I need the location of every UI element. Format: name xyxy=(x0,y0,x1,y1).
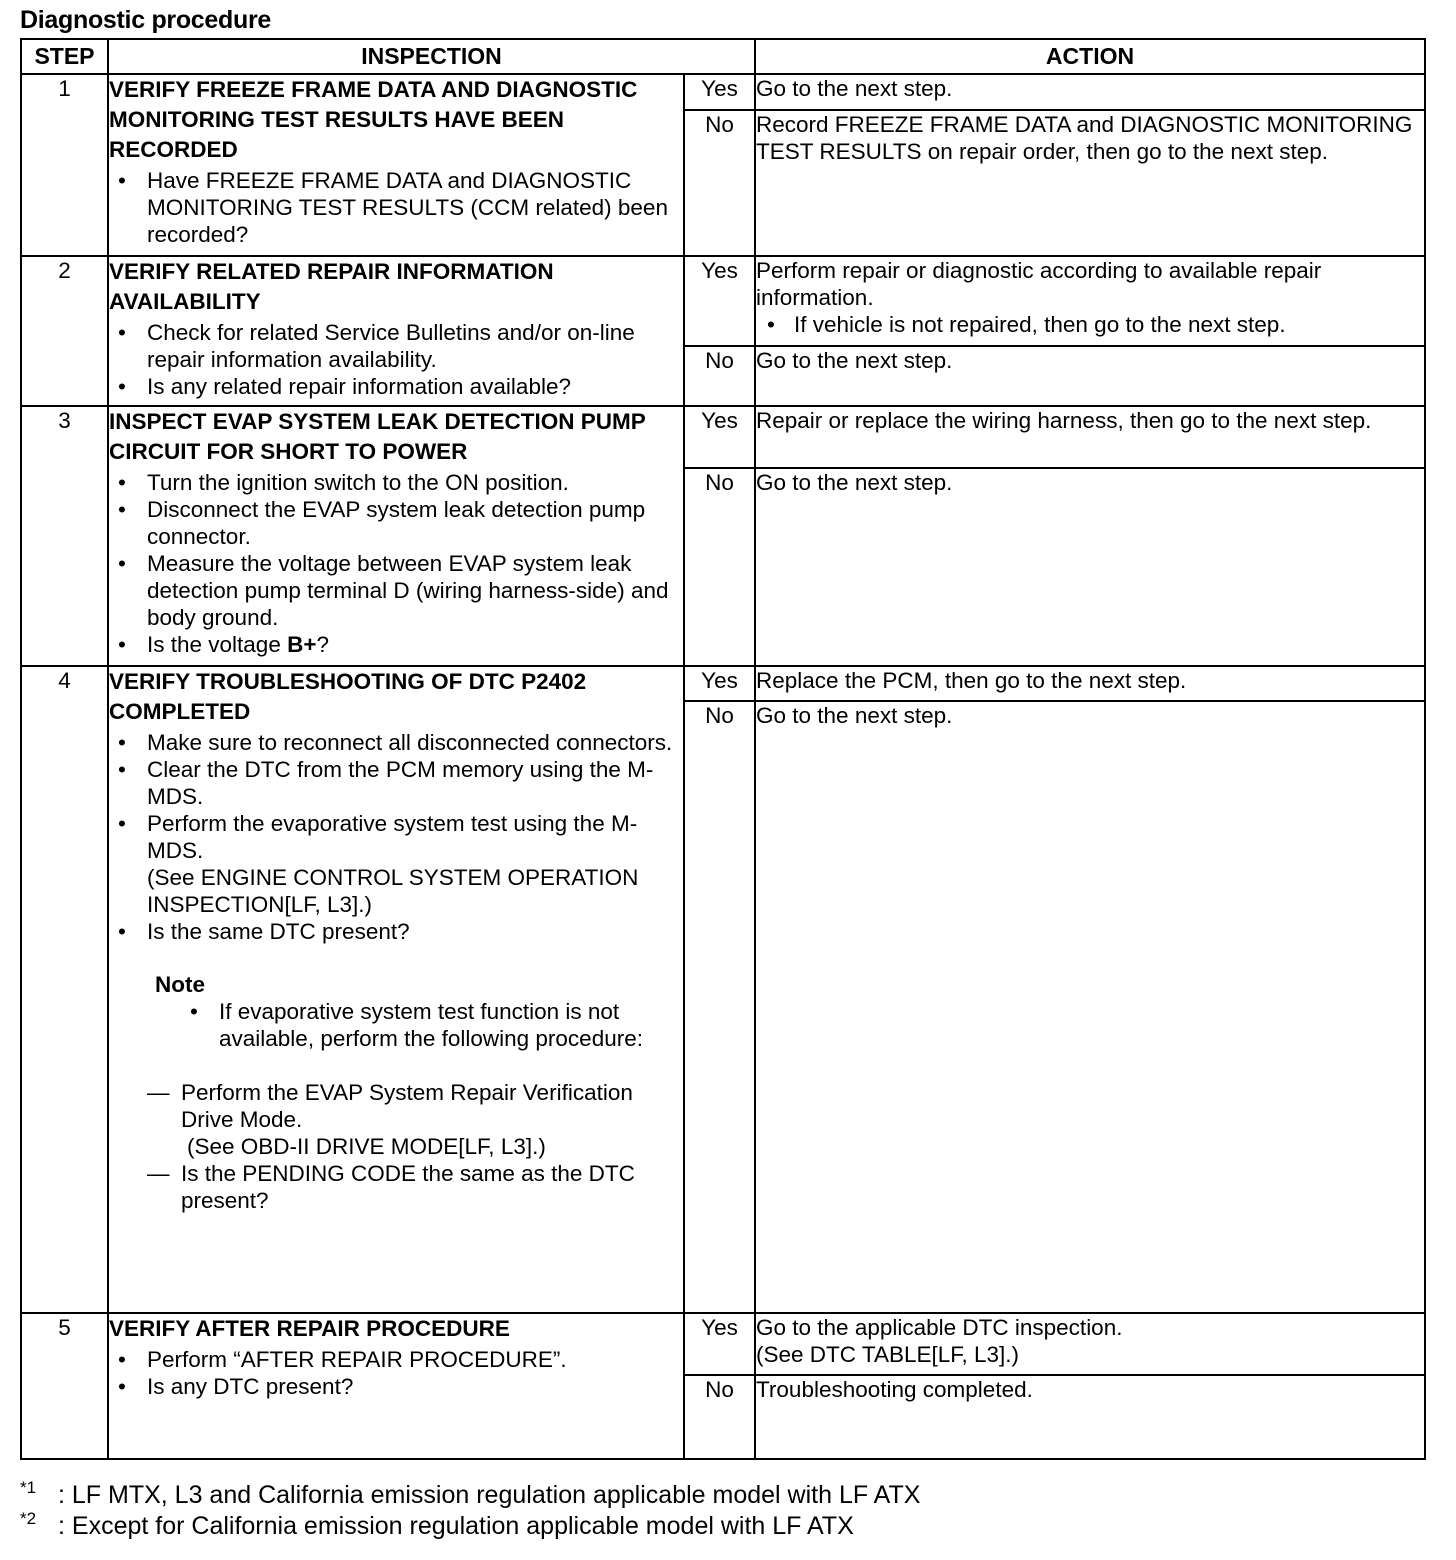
dash-text: Is the PENDING CODE the same as the DTC present? xyxy=(181,1161,635,1213)
inspection-heading: VERIFY AFTER REPAIR PROCEDURE xyxy=(109,1316,510,1341)
inspection-cell xyxy=(108,256,684,406)
note-bullet: • If evaporative system test function is not available, perform the following procedure: xyxy=(109,998,683,1052)
yes-action-cell xyxy=(755,1313,1425,1375)
no-label: No xyxy=(684,110,755,256)
inspection-bullet xyxy=(109,631,683,658)
header-row xyxy=(21,39,1425,74)
header-step: STEP xyxy=(21,39,108,74)
yes-action: Go to the applicable DTC inspection. xyxy=(756,1315,1123,1340)
no-label: No xyxy=(684,346,755,406)
yes-label: Yes xyxy=(684,1313,755,1375)
footnote-text: : LF MTX, L3 and California emission regulation applicable model with LF ATX xyxy=(58,1481,921,1509)
table-row xyxy=(21,406,1425,468)
diagnostic-table xyxy=(20,38,1426,1460)
footnote xyxy=(20,1511,920,1542)
inspection-cell xyxy=(108,1313,684,1459)
page-title: Diagnostic procedure xyxy=(20,6,271,34)
dash-text: Perform the EVAP System Repair Verification Drive Mode. xyxy=(181,1080,633,1132)
yes-label: Yes xyxy=(684,406,755,468)
inspection-cell xyxy=(108,406,684,666)
no-action: Troubleshooting completed. xyxy=(755,1375,1425,1459)
no-action: Go to the next step. xyxy=(755,701,1425,1313)
table-row xyxy=(21,256,1425,346)
yes-label: Yes xyxy=(684,74,755,110)
bullet-bold-text: B+ xyxy=(287,632,317,657)
dash-item xyxy=(109,1079,683,1160)
step-number: 3 xyxy=(21,406,108,666)
footnote-mark: *2 xyxy=(20,1509,37,1528)
step-number: 5 xyxy=(21,1313,108,1459)
step-number: 1 xyxy=(21,74,108,256)
inspection-bullet: • Turn the ignition switch to the ON position. xyxy=(109,469,683,496)
table-row xyxy=(21,1313,1425,1375)
inspection-bullet: • Measure the voltage between EVAP system leak detection pump terminal D (wiring harness-side) and body ground. xyxy=(109,550,683,631)
no-label: No xyxy=(684,1375,755,1459)
inspection-bullet: • Perform “AFTER REPAIR PROCEDURE”. xyxy=(109,1346,683,1373)
table-row xyxy=(21,666,1425,701)
inspection-bullet: • Disconnect the EVAP system leak detection pump connector. xyxy=(109,496,683,550)
inspection-bullet: • Is any related repair information available? xyxy=(109,373,683,400)
dash-symbol: — xyxy=(147,1080,170,1105)
yes-action: Perform repair or diagnostic according to available repair information. xyxy=(756,258,1322,310)
inspection-cell xyxy=(108,666,684,1313)
inspection-heading: VERIFY FREEZE FRAME DATA AND DIAGNOSTIC MONITORING TEST RESULTS HAVE BEEN RECORDED xyxy=(109,77,638,162)
note-heading: Note xyxy=(155,972,205,997)
footnotes xyxy=(20,1480,920,1542)
reference-text: (See OBD-II DRIVE MODE[LF, L3].) xyxy=(187,1134,546,1159)
no-action: Go to the next step. xyxy=(755,346,1425,406)
dash-item xyxy=(109,1160,683,1214)
footnote-mark: *1 xyxy=(20,1478,37,1497)
inspection-bullet: • Perform the evaporative system test using the M-MDS. xyxy=(109,810,683,864)
inspection-heading: INSPECT EVAP SYSTEM LEAK DETECTION PUMP CIRCUIT FOR SHORT TO POWER xyxy=(109,409,646,464)
inspection-bullet: • Is the same DTC present? xyxy=(109,918,683,945)
yes-action-cell xyxy=(755,256,1425,346)
yes-label: Yes xyxy=(684,256,755,346)
dash-symbol: — xyxy=(147,1161,170,1186)
bullet-text: ? xyxy=(316,632,329,657)
no-label: No xyxy=(684,468,755,666)
footnote xyxy=(20,1480,920,1511)
header-inspection: INSPECTION xyxy=(108,39,755,74)
footnote-text: : Except for California emission regulation applicable model with LF ATX xyxy=(58,1512,854,1540)
bullet-text: Is the voltage xyxy=(147,632,288,657)
no-action: Go to the next step. xyxy=(755,468,1425,666)
inspection-bullet: • Is any DTC present? xyxy=(109,1373,683,1400)
step-number: 2 xyxy=(21,256,108,406)
inspection-bullet: • Have FREEZE FRAME DATA and DIAGNOSTIC MONITORING TEST RESULTS (CCM related) been recorded? xyxy=(109,167,683,248)
table-row xyxy=(21,74,1425,110)
inspection-cell xyxy=(108,74,684,256)
yes-action: Go to the next step. xyxy=(755,74,1425,110)
inspection-heading: VERIFY TROUBLESHOOTING OF DTC P2402 COMPLETED xyxy=(109,669,587,724)
yes-label: Yes xyxy=(684,666,755,701)
header-action: ACTION xyxy=(755,39,1425,74)
action-bullet: • If vehicle is not repaired, then go to the next step. xyxy=(756,311,1424,338)
reference-text: (See ENGINE CONTROL SYSTEM OPERATION INSPECTION[LF, L3].) xyxy=(147,865,639,917)
yes-action: Replace the PCM, then go to the next step. xyxy=(755,666,1425,701)
inspection-bullet: • Make sure to reconnect all disconnected connectors. xyxy=(109,729,683,756)
inspection-heading: VERIFY RELATED REPAIR INFORMATION AVAILABILITY xyxy=(109,259,554,314)
yes-action: Repair or replace the wiring harness, then go to the next step. xyxy=(755,406,1425,468)
inspection-bullet: • Clear the DTC from the PCM memory using the M-MDS. xyxy=(109,756,683,810)
step-number: 4 xyxy=(21,666,108,1313)
reference-text: (See DTC TABLE[LF, L3].) xyxy=(756,1342,1020,1367)
no-label: No xyxy=(684,701,755,1313)
no-action: Record FREEZE FRAME DATA and DIAGNOSTIC MONITORING TEST RESULTS on repair order, then go to the next step. xyxy=(755,110,1425,256)
inspection-bullet: • Check for related Service Bulletins and/or on-line repair information availability. xyxy=(109,319,683,373)
